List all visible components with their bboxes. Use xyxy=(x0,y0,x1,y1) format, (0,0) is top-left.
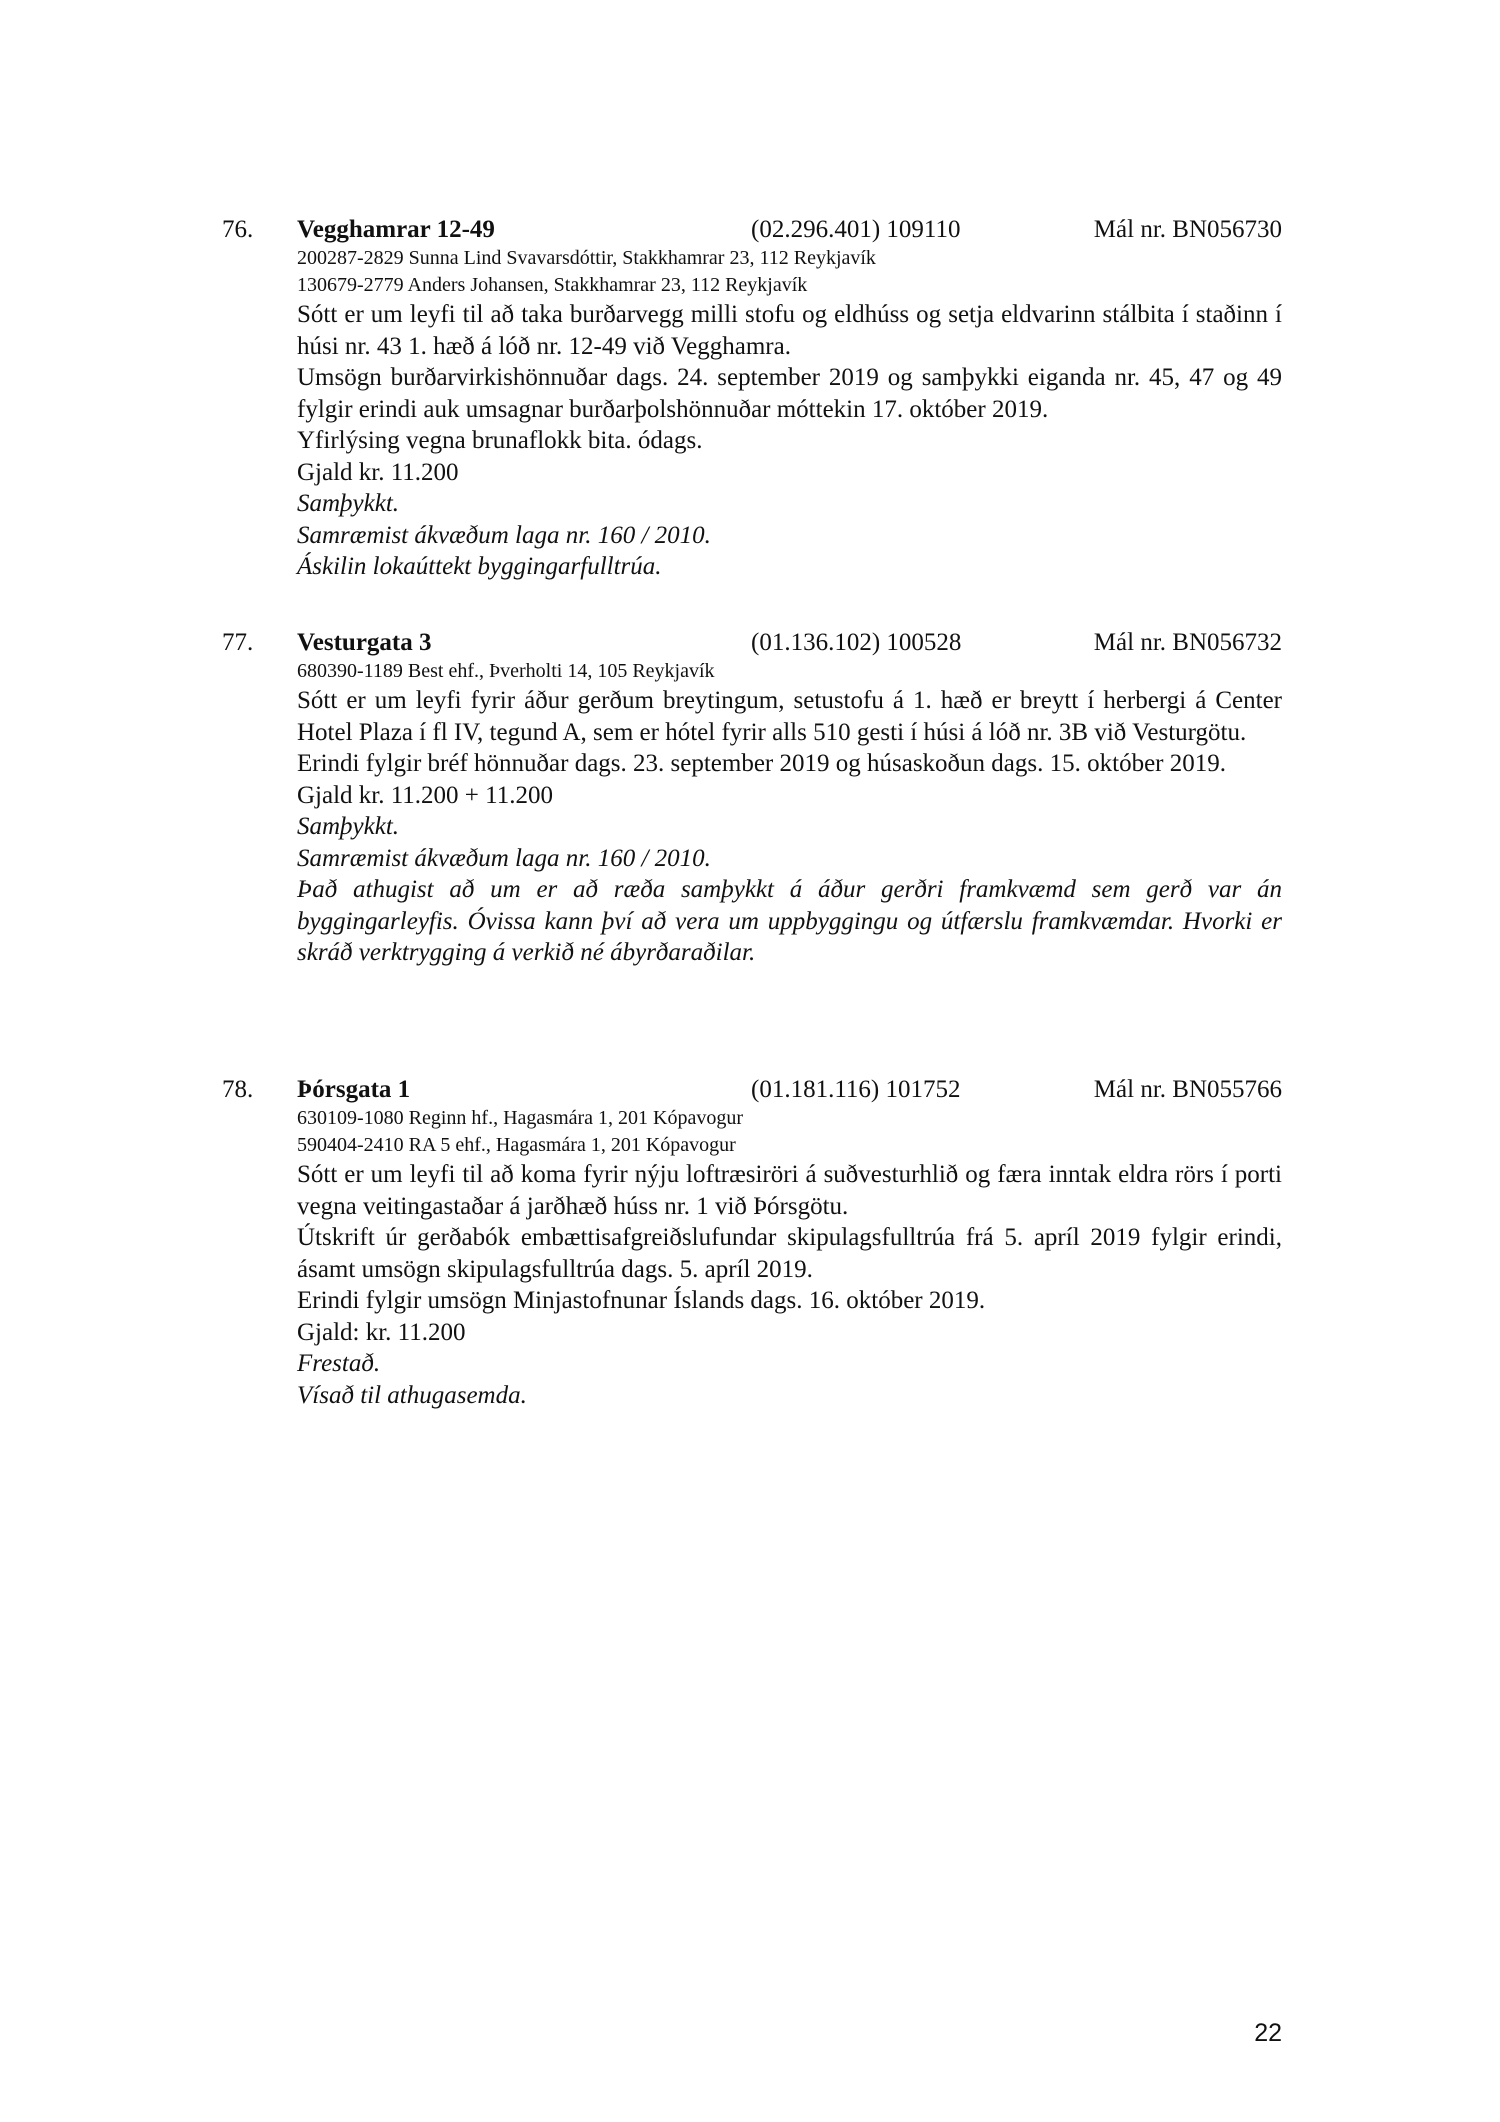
entry-header xyxy=(222,1075,1282,1105)
description-paragraph: Sótt er um leyfi til að koma fyrir nýju loftræsiröri á suðvesturhlið og færa inntak eldra rörs í porti vegna veitingastaðar á jarðhæð húss nr. 1 við Þórsgötu. xyxy=(297,1161,1282,1220)
applicant-line: 630109-1080 Reginn hf., Hagasmára 1, 201 Kópavogur xyxy=(297,1107,744,1129)
decision-line: Áskilin lokaúttekt byggingarfulltrúa. xyxy=(297,553,662,580)
fee-line: Gjald: kr. 11.200 xyxy=(297,1318,466,1346)
entry-address: Vegghamrar 12-49 xyxy=(297,216,495,243)
entry-land-code: (02.296.401) 109110 xyxy=(751,216,961,243)
decision-line: Samræmist ákvæðum laga nr. 160 / 2010. xyxy=(297,844,711,872)
entry-case-number: Mál nr. BN055766 xyxy=(1093,1076,1282,1103)
entry-body xyxy=(297,658,1282,969)
entry-number: 77. xyxy=(222,629,254,656)
fee-line: Gjald kr. 11.200 + 11.200 xyxy=(297,781,553,809)
entry-header xyxy=(222,628,1282,658)
entry-case-number: Mál nr. BN056730 xyxy=(1093,216,1282,243)
entry-body xyxy=(297,1105,1282,1411)
description-paragraph: Sótt er um leyfi fyrir áður gerðum breytingum, setustofu á 1. hæð er breytt í herbergi á Center Hotel Plaza í fl IV, tegund A, sem er hótel fyrir alls 510 gesti í húsi á lóð nr. 3B við Vesturgötu. xyxy=(297,687,1282,746)
decision-line: Vísað til athugasemda. xyxy=(297,1381,527,1409)
description-paragraph: Sótt er um leyfi til að taka burðarvegg milli stofu og eldhúss og setja eldvarinn stálbita í staðinn í húsi nr. 43 1. hæð á lóð nr. 12-49 við Vegghamra. xyxy=(297,301,1282,360)
decision-note: Það athugist að um er að ræða samþykkt á áður gerðri framkvæmd sem gerð var án byggingarleyfis. Óvissa kann því að vera um uppbyggingu og útfærslu framkvæmdar. Hvorki er skráð verktrygging á verkið né ábyrðaraðilar. xyxy=(297,876,1282,966)
decision-line: Frestað. xyxy=(297,1350,381,1377)
entry-address: Þórsgata 1 xyxy=(297,1076,411,1103)
attachment-paragraph: Umsögn burðarvirkishönnuðar dags. 24. september 2019 og samþykki eiganda nr. 45, 47 og 49 fylgir erindi auk umsagnar burðarþolshönnuðar móttekin 17. október 2019. xyxy=(297,364,1282,423)
applicant-line: 680390-1189 Best ehf., Þverholti 14, 105 Reykjavík xyxy=(297,660,715,682)
decision-line: Samræmist ákvæðum laga nr. 160 / 2010. xyxy=(297,521,711,549)
declaration-paragraph: Yfirlýsing vegna brunaflokk bita. ódags. xyxy=(297,427,703,454)
applicant-line: 130679-2779 Anders Johansen, Stakkhamrar 23, 112 Reykjavík xyxy=(297,274,808,296)
attachment-paragraph: Erindi fylgir umsögn Minjastofnunar Íslands dags. 16. október 2019. xyxy=(297,1287,986,1314)
entry-number: 76. xyxy=(222,216,254,243)
case-entry-78 xyxy=(222,1075,1282,1411)
applicant-line: 200287-2829 Sunna Lind Svavarsdóttir, Stakkhamrar 23, 112 Reykjavík xyxy=(297,247,876,269)
attachment-paragraph: Erindi fylgir bréf hönnuðar dags. 23. september 2019 og húsaskoðun dags. 15. október 2019. xyxy=(297,750,1227,777)
case-entry-76 xyxy=(222,215,1282,583)
decision-line: Samþykkt. xyxy=(297,490,400,517)
attachment-paragraph: Útskrift úr gerðabók embættisafgreiðslufundar skipulagsfulltrúa frá 5. apríl 2019 fylgir erindi, ásamt umsögn skipulagsfulltrúa dags. 5. apríl 2019. xyxy=(297,1224,1282,1283)
decision-line: Samþykkt. xyxy=(297,813,400,840)
applicant-line: 590404-2410 RA 5 ehf., Hagasmára 1, 201 Kópavogur xyxy=(297,1134,736,1156)
entry-land-code: (01.136.102) 100528 xyxy=(751,629,962,656)
entry-header xyxy=(222,215,1282,245)
entry-body xyxy=(297,245,1282,583)
entry-address: Vesturgata 3 xyxy=(297,629,432,656)
page-number: 22 xyxy=(1254,2019,1282,2047)
entry-case-number: Mál nr. BN056732 xyxy=(1093,629,1282,656)
case-entry-77 xyxy=(222,628,1282,969)
entry-number: 78. xyxy=(222,1076,254,1103)
fee-line: Gjald kr. 11.200 xyxy=(297,458,459,486)
entry-land-code: (01.181.116) 101752 xyxy=(751,1076,961,1103)
